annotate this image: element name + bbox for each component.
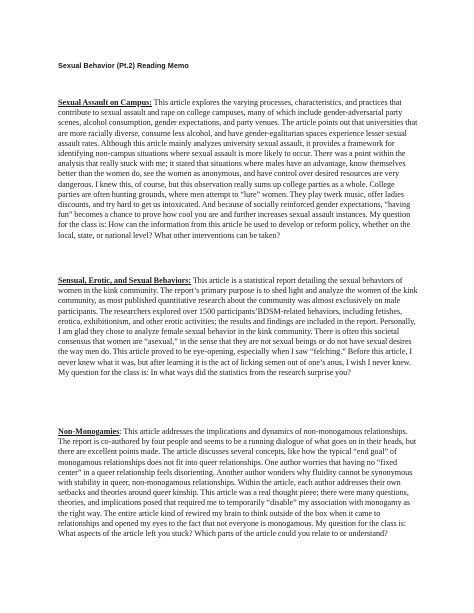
section-heading: Non-Monogamies	[58, 427, 120, 436]
section-sensual-erotic	[58, 276, 418, 378]
section-sexual-assault	[58, 98, 418, 241]
section-body: This article explores the varying processes, characteristics, and practices that contribute to sexual assault and rape on college campuses, many of which include gender-adversarial party scenes, alcohol consumption, gender expectations, and party venues. The article points out that universities that are more racially diverse, consume less alcohol, and have gender-egalitarian spaces experience lesser sexual assault rates. Although this article mainly analyzes university sexual assault, it provides a framework for identifying non-campus situations where sexual assault is more likely to occur. There was a point within the analysis that really stuck with me; it stated that situations where males have an advantage, know themselves better than the women do, see the women as anonymous, and have control over desired resources are very dangerous. I knew this, of course, but this observation really sums up college parties as a whole. College parties are often hunting grounds, where men attempt to “lure” women. They play twerk music, offer ladies discounts, and try hard to get us intoxicated. And because of socially reinforced gender expectations, “having fun” becomes a chance to prove how cool you are and further increases sexual assault instances. My question for the class is: How can the information from this article be used to develop or reform policy, whether on the local, state, or national level? What other interventions can be taken?	[58, 98, 418, 240]
section-body: This article is a statistical report detailing the sexual behaviors of women in the kink community. The report’s primary purpose is to shed light and analyze the women of the kink community, as most published quantitative research about the community was almost exclusively on male participants. The researchers explored over 1500 participants’BDSM-related behaviors, including fetishes, erotica, exhibitionism, and other erotic activities; the results and findings are included in the report. Personally, I am glad they chose to analyze female sexual behavior in the kink community. There is often this societal consensus that women are “asexual,” in the sense that they are not sexual beings or do not have sexual desires the way men do. This article proved to be eye-opening, especially when I saw “felching.” Before this article, I never knew what it was, but after learning it is the act of licking semen out of one’s anus, I wish I never knew. My question for the class is: In what ways did the statistics from the research surprise you?	[58, 276, 418, 377]
document-title: Sexual Behavior (Pt.2) Reading Memo	[58, 61, 189, 70]
section-heading: Sensual, Erotic, and Sexual Behaviors:	[58, 276, 192, 285]
section-non-monogamies	[58, 427, 418, 539]
section-heading: Sexual Assault on Campus:	[58, 98, 152, 107]
section-body: : This article addresses the implications and dynamics of non-monogamous relationships. The report is co-authored by four people and seems to be a running dialogue of what goes on in their heads, but there are excellent points made. The article discusses several concepts, like how the typical “end goal” of monogamous relationships does not fit into queer relationships. One author worries that having no “fixed center” in a queer relationship feels disorienting. Another author wonders why fluidity cannot be synonymous with stability in queer, non-monogamous relationships. Within the article, each author addresses their own setbacks and theories around queer kinship. This article was a real thought pieee; there were many questions, theories, and implications posed that required me to temporarily “disable” my association with monogamy as the right way. The entire article kind of rewired my brain to think outside of the box when it came to relationships and opened my eyes to the fact that not everyone is monogamous. My question for the class is: What aspects of the article left you stuck? Which parts of the article could you relate to or understand?	[58, 427, 417, 539]
